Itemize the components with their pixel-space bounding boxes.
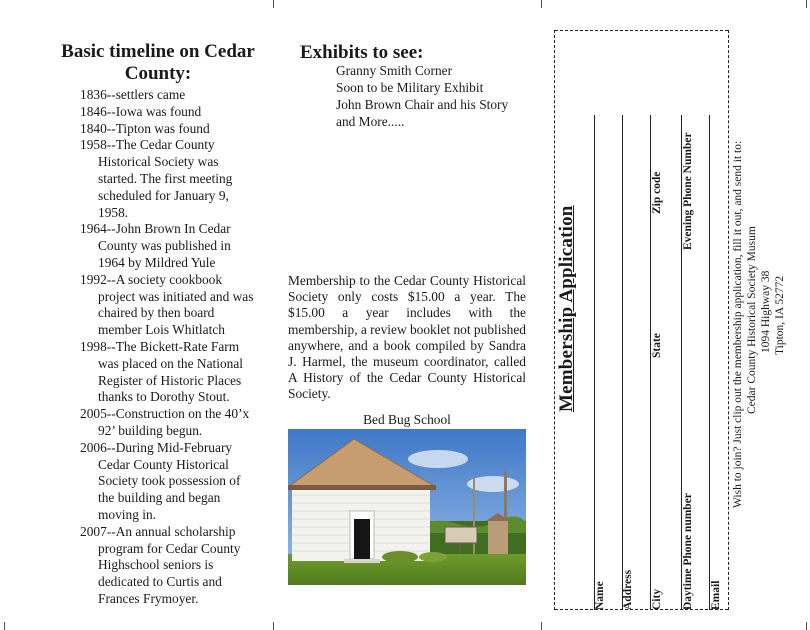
name-field-label: Name: [594, 581, 606, 610]
timeline-title: Basic timeline on Cedar County:: [61, 41, 255, 84]
society-name: Cedar County Historical Society Musum: [746, 226, 758, 414]
email-field-label: Email: [710, 580, 722, 610]
crop-mark: [273, 0, 274, 8]
school-photo: [288, 429, 526, 585]
address-line[interactable]: [622, 115, 623, 610]
crop-mark: [806, 622, 807, 630]
exhibit-item: John Brown Chair and his Story: [336, 97, 509, 112]
timeline-item: 1958--The Cedar County Historical Society was started. The first meeting scheduled for January 9, 1958.: [80, 137, 233, 220]
city-field-label: City: [651, 588, 663, 610]
form-title: Membership Application: [556, 205, 577, 412]
exhibits-list: [336, 62, 526, 130]
crop-mark: [273, 622, 274, 630]
timeline-item: 1992--A society cookbook project was initiated and was chaired by then board member Lois Whitlatch: [80, 271, 254, 338]
membership-form-border: [554, 30, 729, 610]
daytime-phone-field-label: Daytime Phone number: [682, 493, 694, 610]
timeline-item: 1964--John Brown In Cedar County was published in 1964 by Mildred Yule: [80, 221, 231, 270]
city-state-zip: Tipton, IA 52772: [774, 275, 786, 355]
crop-mark: [806, 0, 807, 8]
timeline-section: [58, 41, 258, 608]
exhibit-item: Soon to be Military Exhibit: [336, 80, 484, 95]
membership-description: Membership to the Cedar County Historical Society only costs $15.00 a year. The $15.00 a year includes with the membership, a review booklet not published anywhere, and a book compiled by Sandra J. Harmel, the museum coordinator, called A History of the Cedar County Historical Society.: [288, 273, 527, 402]
timeline-list: [58, 87, 258, 608]
evening-phone-field-label: Evening Phone Number: [682, 132, 694, 250]
street-address: 1094 Highway 38: [760, 270, 772, 353]
exhibits-title: Exhibits to see:: [300, 42, 424, 63]
state-field-label: State: [651, 333, 663, 358]
mailing-instructions: Wish to join? Just clip out the membership application, fill it out, and send it to:: [732, 140, 744, 508]
timeline-item: 2006--During Mid-February Cedar County Historical Society took possession of the building and began moving in.: [80, 439, 241, 522]
zip-field-label: Zip code: [651, 171, 663, 214]
address-field-label: Address: [622, 569, 634, 610]
photo-caption: Bed Bug School: [363, 412, 451, 427]
name-line[interactable]: [594, 115, 595, 610]
schoolhouse-illustration: [288, 429, 526, 585]
exhibit-item: Granny Smith Corner: [336, 63, 453, 78]
crop-mark: [541, 622, 542, 630]
timeline-item: 1846--Iowa was found: [80, 103, 202, 119]
crop-mark: [541, 0, 542, 8]
email-line[interactable]: [709, 115, 710, 610]
timeline-item: 1836--settlers came: [80, 87, 186, 102]
exhibit-item: and More.....: [336, 114, 405, 129]
timeline-item: 2005--Construction on the 40’x 92’ building begun.: [80, 406, 250, 438]
timeline-item: 1998--The Bickett-Rate Farm was placed on the National Register of Historic Places thanks to Dorothy Stout.: [80, 338, 244, 405]
timeline-item: 2007--An annual scholarship program for Cedar County Highschool seniors is dedicated to Curtis and Frances Frymoyer.: [80, 523, 241, 606]
crop-mark: [4, 622, 5, 630]
timeline-item: 1840--Tipton was found: [80, 120, 210, 136]
